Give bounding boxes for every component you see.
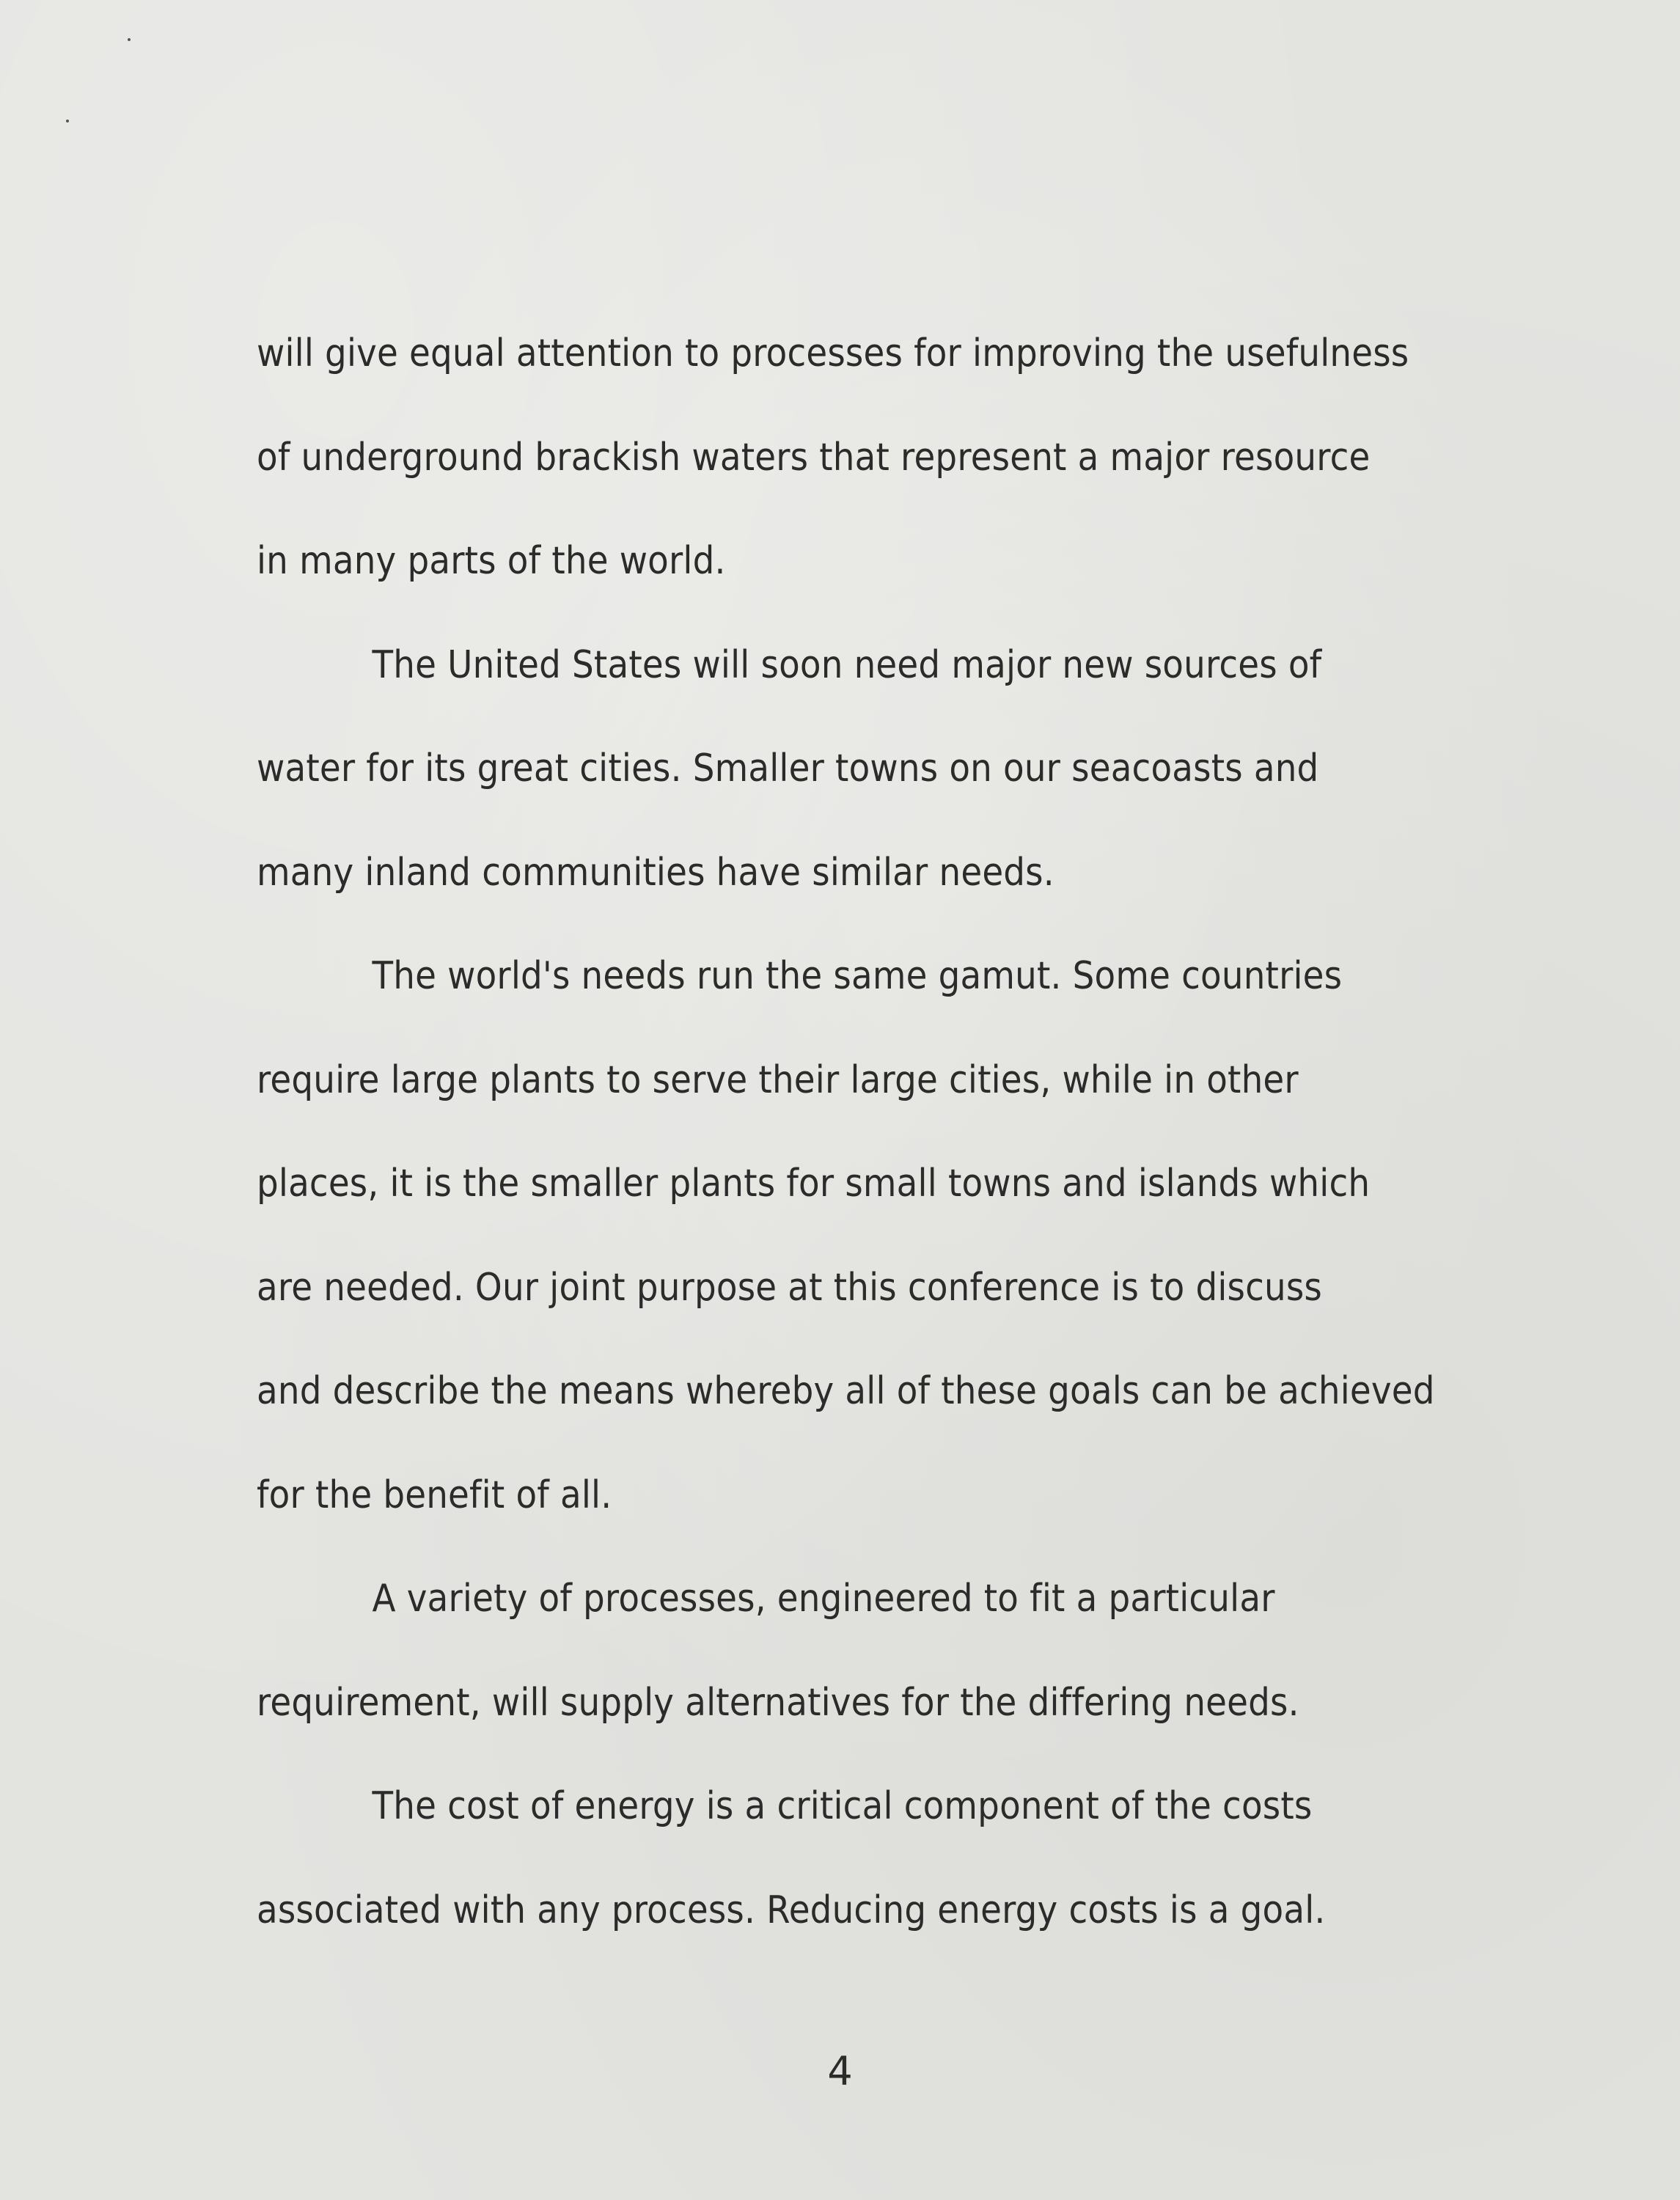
text-line: will give equal attention to processes for improving the usefulness [257,331,1409,375]
text-line: of underground brackish waters that represent a major resource [257,435,1371,480]
paper-speck [66,120,69,122]
paragraph-start-line: The cost of energy is a critical component of the costs [372,1784,1313,1828]
page-number: 4 [827,2048,853,2094]
text-line: water for its great cities. Smaller towns on our seacoasts and [257,747,1319,791]
text-line: in many parts of the world. [257,539,726,583]
text-line: requirement, will supply alternatives for the differing needs. [257,1680,1299,1725]
body-text [257,302,1518,1962]
paragraph-start-line: The United States will soon need major new sources of [372,642,1322,687]
text-line: are needed. Our joint purpose at this conference is to discuss [257,1265,1322,1310]
text-line: places, it is the smaller plants for small towns and islands which [257,1162,1371,1206]
text-line: require large plants to serve their large cities, while in other [257,1057,1299,1102]
paragraph-start-line: The world's needs run the same gamut. Some countries [372,954,1343,998]
paragraph-start-line: A variety of processes, engineered to fit a particular [372,1577,1275,1621]
paper-speck [128,38,131,41]
text-line: for the benefit of all. [257,1473,612,1517]
text-line: and describe the means whereby all of these goals can be achieved [257,1369,1435,1413]
text-line: associated with any process. Reducing energy costs is a goal. [257,1888,1326,1932]
text-line: many inland communities have similar needs. [257,850,1054,895]
